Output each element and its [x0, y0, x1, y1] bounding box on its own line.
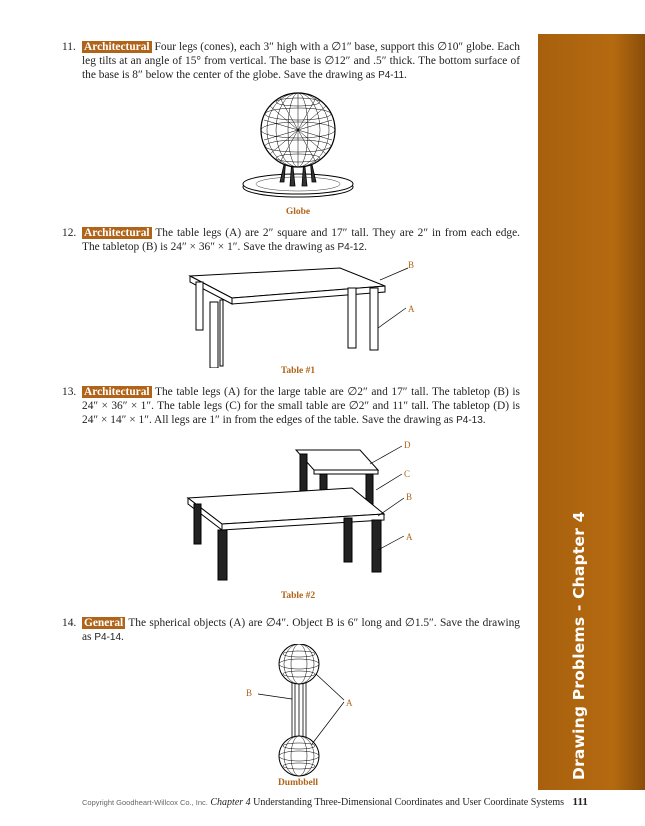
chapter-sidebar: [538, 34, 645, 790]
category-tag: General: [84, 617, 124, 629]
problem-text: The table legs (A) are 2″ square and 17″ tall. They are 2″ in from each edge. The tabletop (B) is 24″ × 36″ × 1″. Save the drawing as: [82, 227, 520, 254]
label-d: D: [404, 440, 411, 450]
problem-14: [62, 616, 520, 645]
label-a: A: [408, 304, 415, 314]
problem-text: The table legs (A) for the large table are ∅2″ and 17″ tall. The tabletop (B) is 24″ × 36″ × 1″. The table legs (C) for the small table are ∅2″ and 11″ tall. The tabletop (D) is 24″ × 14″ × 1″. All legs are 1″ in from the edges of the table. Save the drawing as: [82, 386, 520, 427]
category-tag: Architectural: [84, 227, 150, 239]
problem-12: [62, 226, 520, 255]
copyright: Copyright Goodheart-Willcox Co., Inc.: [82, 798, 208, 807]
category-tag: Architectural: [84, 386, 150, 398]
label-b: B: [408, 260, 415, 270]
problem-text: The spherical objects (A) are ∅4″. Object B is 6″ long and ∅1.5″. Save the drawing as: [82, 617, 520, 644]
label-c: C: [404, 469, 411, 479]
footer-chapter: Chapter 4: [210, 797, 251, 808]
period: .: [121, 631, 124, 644]
label-a: A: [346, 698, 353, 708]
figure-caption-globe: Globe: [285, 207, 311, 217]
period: .: [404, 69, 407, 82]
file-name: P4-14: [94, 632, 122, 644]
figure-caption-table2: Table #2: [280, 591, 316, 601]
dumbbell-figure: [240, 644, 370, 779]
problem-number: 11.: [62, 41, 76, 53]
label-a: A: [406, 532, 413, 542]
globe-figure: [240, 90, 360, 205]
table1-figure: [180, 258, 430, 368]
category-tag: Architectural: [84, 41, 150, 53]
file-name: P4-12: [337, 242, 365, 254]
page-footer: [82, 796, 592, 808]
problem-11: [62, 40, 520, 84]
problem-number: 13.: [62, 386, 77, 398]
problem-text: Four legs (cones), each 3″ high with a ∅1″ base, support this ∅10″ globe. Each leg tilts at an angle of 15° from vertical. The base is ∅12″ and .5″ thick. The bottom surface of the base is 8″ below the center of the globe. Save the drawing as: [82, 41, 520, 82]
footer-title: Understanding Three-Dimensional Coordinates and User Coordinate Systems: [253, 797, 565, 808]
sidebar-label: Drawing Problems - Chapter 4: [570, 511, 588, 780]
problem-13: [62, 385, 520, 429]
period: .: [482, 414, 486, 427]
table2-figure: [178, 440, 428, 582]
file-name: P4-13: [456, 415, 483, 427]
label-b: B: [246, 688, 253, 698]
problem-number: 14.: [62, 617, 77, 629]
file-name: P4-11: [378, 70, 405, 82]
problem-number: 12.: [62, 227, 77, 239]
label-b: B: [406, 492, 413, 502]
figure-caption-dumbbell: Dumbbell: [277, 778, 319, 788]
figure-caption-table1: Table #1: [280, 366, 316, 376]
period: .: [364, 241, 368, 254]
page-number: 111: [572, 796, 588, 808]
